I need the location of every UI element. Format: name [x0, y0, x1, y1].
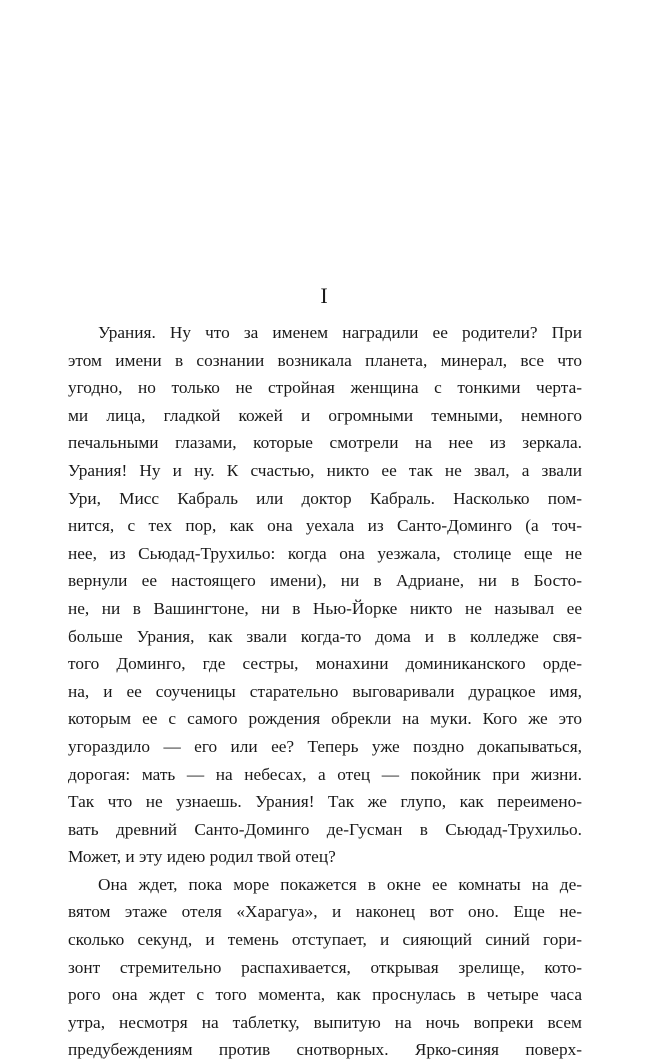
- text-line: Так что не узнаешь. Урания! Так же глупо, как переимено-: [68, 792, 582, 812]
- body-text: [68, 319, 582, 1064]
- text-line: ми лица, гладкой кожей и огромными темными, немного: [68, 405, 582, 425]
- text-line: Урания. Ну что за именем наградили ее родители? При: [98, 323, 582, 342]
- text-line: этом имени в сознании возникала планета, минерал, все что: [68, 350, 582, 370]
- text-line: на, и ее соученицы старательно выговаривали дурацкое имя,: [68, 681, 582, 701]
- paragraph-2: [68, 871, 582, 1064]
- text-line: предубеждениям против снотворных. Ярко-синяя поверх-: [68, 1040, 582, 1060]
- chapter-heading: I: [320, 283, 328, 308]
- text-line: дорогая: мать — на небесах, а отец — покойник при жизни.: [68, 764, 582, 784]
- text-line: утра, несмотря на таблетку, выпитую на ночь вопреки всем: [68, 1012, 582, 1032]
- text-line: Урания! Ну и ну. К счастью, никто ее так не звал, а звали: [68, 460, 582, 480]
- text-line: вать древний Санто-Доминго де-Гусман в Сьюдад-Трухильо.: [68, 819, 582, 839]
- text-line: сколько секунд, и темень отступает, и сияющий синий гори-: [68, 930, 582, 950]
- text-line: зонт стремительно распахивается, открывая зрелище, кото-: [68, 957, 582, 977]
- paragraph-1: [68, 319, 582, 871]
- text-line: печальными глазами, которые смотрели на нее из зеркала.: [68, 433, 582, 453]
- text-line: вернули ее настоящего имени), ни в Адриане, ни в Босто-: [68, 571, 582, 591]
- text-line: Она ждет, пока море покажется в окне ее комнаты на де-: [98, 874, 582, 894]
- text-line: нее, из Сьюдад-Трухильо: когда она уезжала, столице еще не: [68, 543, 582, 563]
- text-line: которым ее с самого рождения обрекли на муки. Кого же это: [68, 709, 582, 729]
- text-line: нится, с тех пор, как она уехала из Санто-Доминго (а точ-: [68, 516, 582, 536]
- text-line: рого она ждет с того момента, как проснулась в четыре часа: [68, 985, 582, 1005]
- text-line: угодно, но только не стройная женщина с тонкими черта-: [68, 378, 582, 398]
- text-line: больше Урания, как звали когда-то дома и в колледже свя-: [68, 626, 582, 646]
- text-line: Ури, Мисс Кабраль или доктор Кабраль. Насколько пом-: [68, 488, 582, 508]
- text-line: не, ни в Вашингтоне, ни в Нью-Йорке никто не называл ее: [68, 598, 582, 618]
- text-line: Может, и эту идею родил твой отец?: [68, 847, 336, 867]
- text-line: вятом этаже отеля «Харагуа», и наконец вот оно. Еще не-: [68, 902, 582, 922]
- text-line: того Доминго, где сестры, монахини доминиканского орде-: [68, 654, 582, 674]
- text-line: угораздило — его или ее? Теперь уже поздно докапываться,: [68, 736, 582, 756]
